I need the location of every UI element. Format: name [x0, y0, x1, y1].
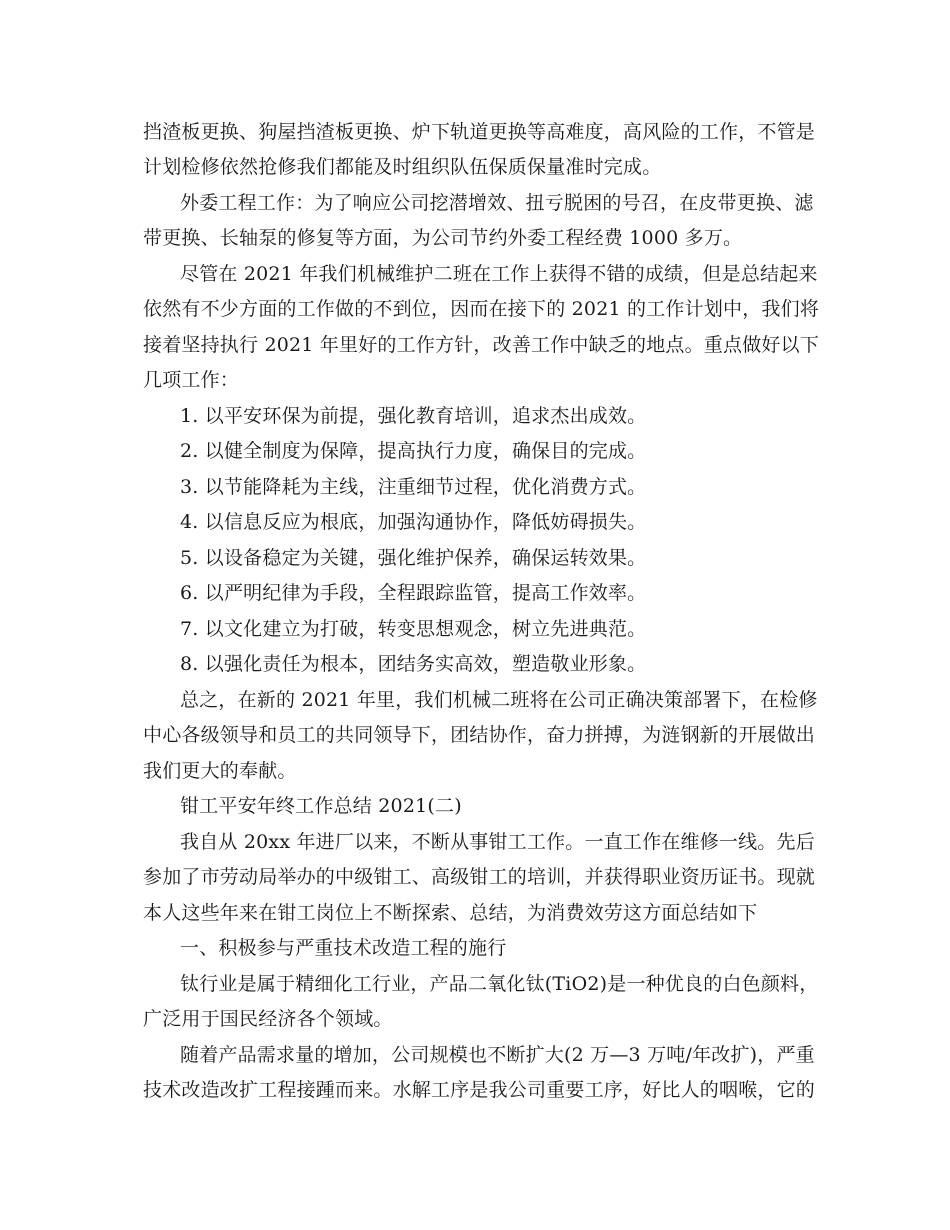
list-item: 8. 以强化责任为根本，团结务实高效，塑造敬业形象。: [180, 653, 647, 675]
text-line: 计划检修依然抢修我们都能及时组织队伍保质保量准时完成。: [143, 156, 662, 178]
text-line: 几项工作：: [143, 369, 240, 391]
text-line: 带更换、长轴泵的修复等方面，为公司节约外委工程经费 1000 多万。: [143, 227, 743, 249]
paragraph-first-line: 外委工程工作：为了响应公司挖潜增效、扭亏脱困的号召，在皮带更换、滤: [180, 192, 814, 214]
paragraph-first-line: 随着产品需求量的增加，公司规模也不断扩大(2 万—3 万吨/年改扩)，严重: [180, 1044, 815, 1066]
paragraph-first-line: 钛行业是属于精细化工行业，产品二氧化钛(TiO2)是一种优良的白色颜料，: [180, 973, 819, 995]
list-item: 3. 以节能降耗为主线，注重细节过程，优化消费方式。: [180, 476, 647, 498]
list-item: 7. 以文化建立为打破，转变思想观念，树立先进典范。: [180, 618, 647, 640]
text-line: 广泛用于国民经济各个领域。: [143, 1008, 393, 1030]
list-item: 4. 以信息反应为根底，加强沟通协作，降低妨碍损失。: [180, 511, 647, 533]
list-item: 6. 以严明纪律为手段，全程跟踪监管，提高工作效率。: [180, 582, 647, 604]
text-line: 中心各级领导和员工的共同领导下，团结协作，奋力拼搏，为涟钢新的开展做出: [143, 724, 816, 746]
list-item: 1. 以平安环保为前提，强化教育培训，追求杰出成效。: [180, 405, 647, 427]
text-line: 依然有不少方面的工作做的不到位，因而在接下的 2021 的工作计划中，我们将: [143, 298, 820, 320]
paragraph-first-line: 总之，在新的 2021 年里，我们机械二班将在公司正确决策部署下，在检修: [180, 689, 818, 711]
list-item: 2. 以健全制度为保障，提高执行力度，确保目的完成。: [180, 440, 647, 462]
text-line: 本人这些年来在钳工岗位上不断探索、总结，为消费效劳这方面总结如下: [143, 902, 758, 924]
text-line: 技术改造改扩工程接踵而来。水解工序是我公司重要工序，好比人的咽喉，它的: [143, 1079, 816, 1101]
section-title: 钳工平安年终工作总结 2021(二): [180, 795, 462, 817]
text-line: 参加了市劳动局举办的中级钳工、高级钳工的培训，并获得职业资历证书。现就: [143, 866, 816, 888]
paragraph-first-line: 尽管在 2021 年我们机械维护二班在工作上获得不错的成绩，但是总结起来: [180, 263, 818, 285]
text-line: 挡渣板更换、狗屋挡渣板更换、炉下轨道更换等高难度，高风险的工作，不管是: [143, 121, 816, 143]
text-line: 我们更大的奉献。: [143, 760, 297, 782]
section-heading: 一、积极参与严重技术改造工程的施行: [180, 937, 507, 959]
text-line: 接着坚持执行 2021 年里好的工作方针，改善工作中缺乏的地点。重点做好以下: [143, 334, 820, 356]
list-item: 5. 以设备稳定为关键，强化维护保养，确保运转效果。: [180, 547, 647, 569]
paragraph-first-line: 我自从 20xx 年进厂以来，不断从事钳工工作。一直工作在维修一线。先后: [180, 831, 815, 853]
